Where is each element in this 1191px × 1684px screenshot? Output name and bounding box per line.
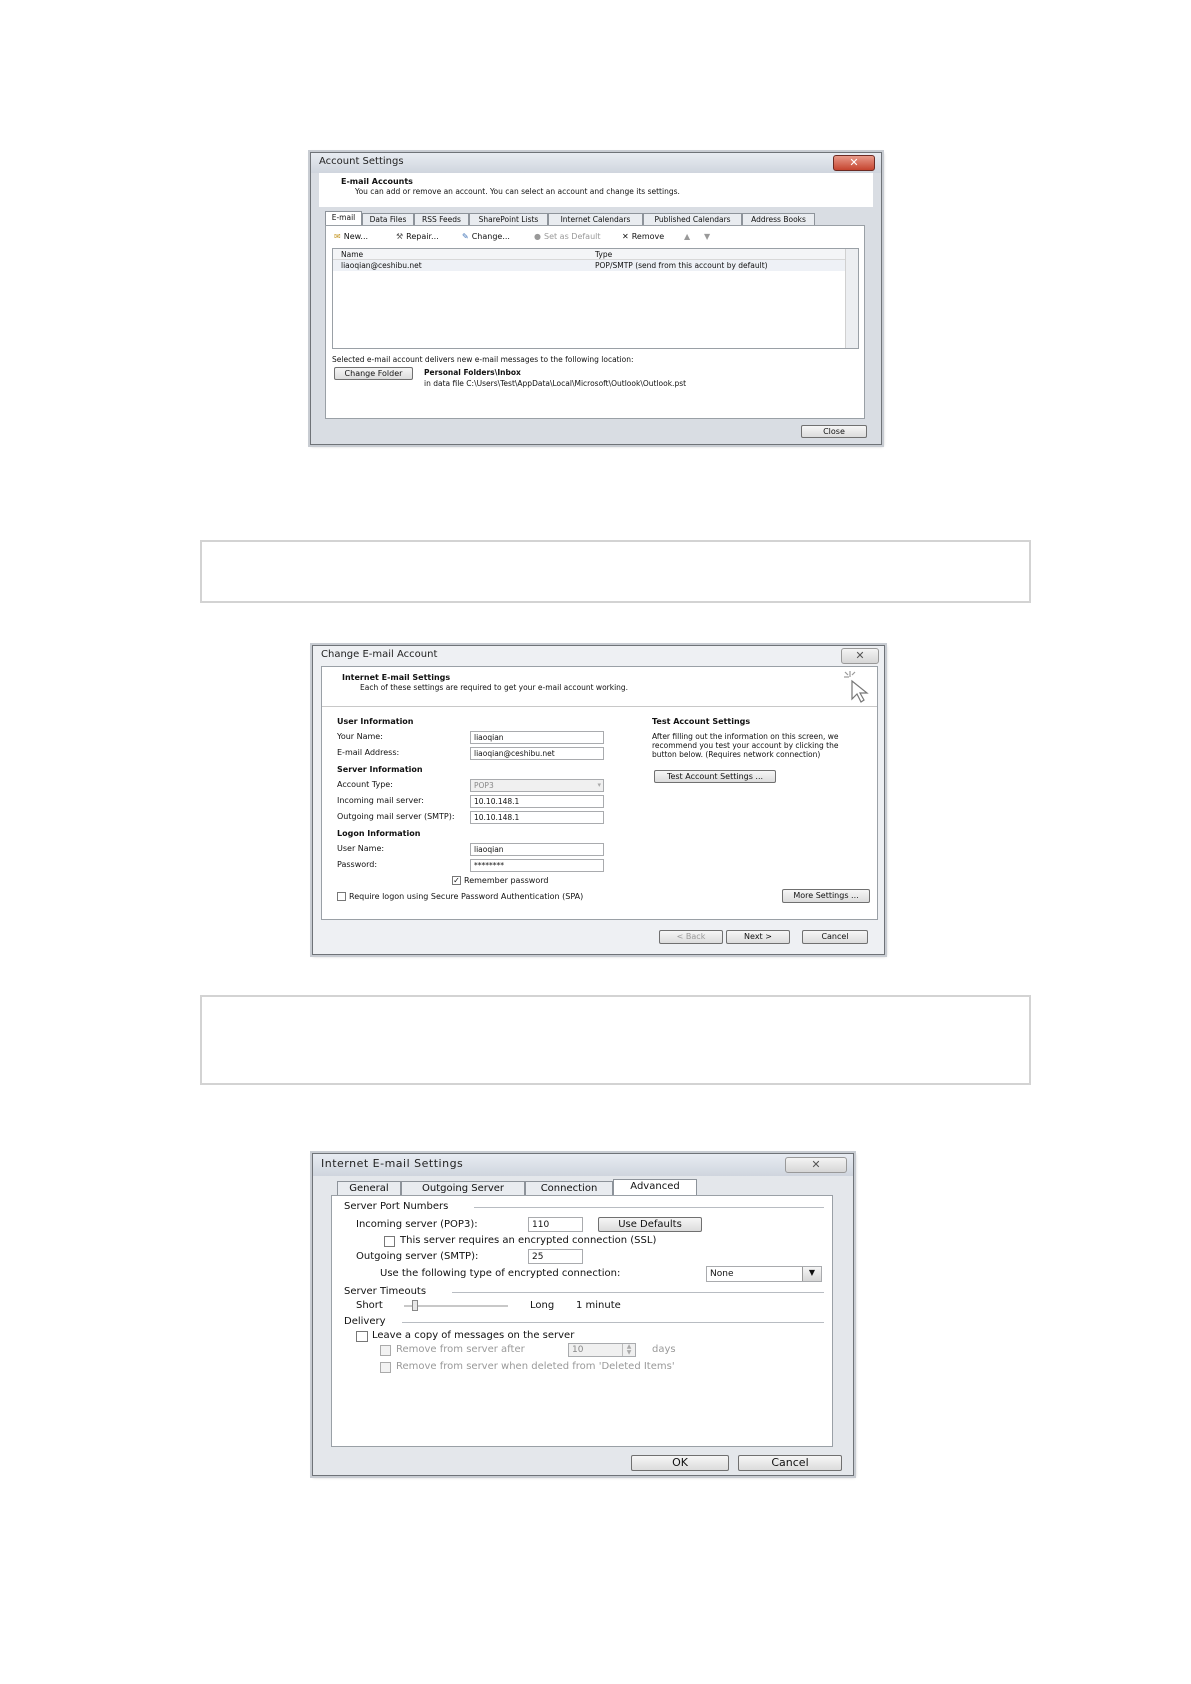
user-name-input[interactable]: liaoqian — [470, 843, 604, 856]
header-title: Internet E-mail Settings — [342, 673, 451, 682]
dialog-title: Internet E-mail Settings — [321, 1157, 464, 1170]
ssl-label: This server requires an encrypted connection (SSL) — [400, 1235, 657, 1246]
divider — [474, 1207, 824, 1208]
divider — [402, 1322, 824, 1323]
outgoing-port-input[interactable]: 25 — [528, 1249, 583, 1264]
ok-button[interactable]: OK — [631, 1455, 729, 1471]
tab-internet-calendars[interactable]: Internet Calendars — [548, 213, 643, 225]
tab-published-calendars[interactable]: Published Calendars — [643, 213, 742, 225]
test-description-line-3: button below. (Requires network connection) — [652, 750, 821, 759]
table-row[interactable] — [333, 260, 858, 271]
account-settings-dialog — [310, 152, 882, 445]
header-description: Each of these settings are required to get your e-mail account working. — [360, 683, 629, 692]
outgoing-server-input[interactable]: 10.10.148.1 — [470, 811, 604, 824]
incoming-server-input[interactable]: 10.10.148.1 — [470, 795, 604, 808]
tab-email[interactable]: E-mail — [325, 211, 362, 225]
tab-rss-feeds[interactable]: RSS Feeds — [414, 213, 469, 225]
change-folder-button[interactable]: Change Folder — [334, 367, 413, 380]
use-defaults-button[interactable]: Use Defaults — [598, 1217, 702, 1232]
dialog-title: Account Settings — [319, 156, 404, 167]
timeout-value: 1 minute — [576, 1300, 621, 1311]
tab-advanced[interactable]: Advanced — [613, 1179, 697, 1195]
account-type-select[interactable]: POP3 ▾ — [470, 779, 604, 792]
remove-after-checkbox[interactable] — [380, 1345, 391, 1356]
email-address-label: E-mail Address: — [337, 748, 400, 757]
change-icon: ✎ — [462, 232, 469, 241]
logon-info-title: Logon Information — [337, 829, 421, 838]
user-info-title: User Information — [337, 717, 414, 726]
days-label: days — [652, 1344, 676, 1355]
user-name-label: User Name: — [337, 844, 385, 853]
remove-after-label: Remove from server after — [396, 1344, 525, 1355]
incoming-port-label: Incoming server (POP3): — [356, 1219, 478, 1230]
internet-email-settings-dialog — [312, 1153, 854, 1476]
header-area — [319, 173, 873, 207]
test-description-line-1: After filling out the information on this screen, we — [652, 732, 839, 741]
remove-button[interactable]: ✕ Remove — [622, 232, 665, 241]
outgoing-server-label: Outgoing mail server (SMTP): — [337, 812, 455, 821]
header-area — [322, 667, 877, 707]
back-button[interactable]: < Back — [659, 930, 723, 944]
short-label: Short — [356, 1300, 383, 1311]
close-icon[interactable]: ✕ — [833, 155, 875, 171]
spa-checkbox[interactable] — [337, 892, 346, 901]
spa-label: Require logon using Secure Password Authentication (SPA) — [349, 892, 584, 901]
tab-outgoing-server[interactable]: Outgoing Server — [401, 1181, 525, 1195]
outgoing-port-label: Outgoing server (SMTP): — [356, 1251, 479, 1262]
header-title: E-mail Accounts — [341, 177, 413, 186]
test-account-settings-button[interactable]: Test Account Settings ... — [654, 770, 776, 783]
encryption-select[interactable]: None ▼ — [706, 1266, 822, 1282]
your-name-label: Your Name: — [337, 732, 383, 741]
spinner-arrows-icon[interactable]: ▲ ▼ — [622, 1344, 635, 1356]
title-bar — [311, 153, 881, 173]
advanced-tab-panel — [331, 1195, 833, 1447]
change-button[interactable]: ✎ Change... — [462, 232, 510, 241]
timeout-slider-thumb[interactable] — [412, 1300, 418, 1311]
test-settings-title: Test Account Settings — [652, 717, 751, 726]
incoming-server-label: Incoming mail server: — [337, 796, 424, 805]
cancel-button[interactable]: Cancel — [738, 1455, 842, 1471]
password-input[interactable]: ******** — [470, 859, 604, 872]
set-default-icon: ● — [534, 232, 541, 241]
timeouts-section-title: Server Timeouts — [344, 1286, 427, 1297]
delivery-section-title: Delivery — [344, 1316, 386, 1327]
remove-deleted-checkbox[interactable] — [380, 1362, 391, 1373]
remember-password-label: Remember password — [464, 876, 549, 885]
leave-copy-checkbox[interactable] — [356, 1331, 368, 1342]
tab-connection[interactable]: Connection — [525, 1181, 613, 1195]
divider — [452, 1292, 824, 1293]
move-up-icon[interactable]: ▲ — [684, 232, 691, 241]
column-header-type: Type — [595, 250, 613, 259]
remember-password-checkbox[interactable]: ✓ — [453, 876, 460, 885]
column-header-name: Name — [341, 250, 364, 259]
new-account-icon: ✉ — [334, 232, 341, 241]
more-settings-button[interactable]: More Settings ... — [782, 889, 870, 903]
email-address-input[interactable]: liaoqian@ceshibu.net — [470, 747, 604, 760]
next-button[interactable]: Next > — [726, 930, 790, 944]
long-label: Long — [530, 1300, 555, 1311]
remove-deleted-label: Remove from server when deleted from 'Deleted Items' — [396, 1361, 675, 1372]
account-type-cell: POP/SMTP (send from this account by default) — [595, 261, 768, 270]
incoming-port-input[interactable]: 110 — [528, 1217, 583, 1232]
chevron-down-icon: ▼ — [802, 1267, 821, 1281]
table-header — [333, 249, 858, 260]
test-description-line-2: recommend you test your account by clicking the — [652, 741, 839, 750]
data-file-path: in data file C:\Users\Test\AppData\Local\Microsoft\Outlook\Outlook.pst — [424, 379, 687, 388]
remove-days-input[interactable]: 10 ▲ ▼ — [568, 1343, 636, 1357]
your-name-input[interactable]: liaoqian — [470, 731, 604, 744]
content-panel — [321, 666, 878, 920]
toolbar — [334, 232, 854, 244]
repair-icon: ⚒ — [396, 232, 404, 241]
scrollbar[interactable] — [845, 249, 858, 348]
cursor-sparkle-icon — [842, 669, 872, 703]
ports-section-title: Server Port Numbers — [344, 1201, 449, 1212]
move-down-icon[interactable]: ▼ — [704, 232, 711, 241]
folder-name: Personal Folders\Inbox — [424, 368, 521, 377]
tab-data-files[interactable]: Data Files — [362, 213, 414, 225]
remove-icon: ✕ — [622, 232, 629, 241]
blank-box — [200, 995, 1031, 1085]
server-info-title: Server Information — [337, 765, 423, 774]
new-button[interactable]: ✉ New... — [334, 232, 369, 241]
header-description: You can add or remove an account. You can select an account and change its settings. — [355, 187, 680, 196]
chevron-down-icon: ▾ — [597, 781, 601, 789]
close-icon[interactable]: ✕ — [785, 1157, 847, 1173]
account-type-label: Account Type: — [337, 780, 393, 789]
accounts-table — [332, 248, 859, 349]
tab-address-books[interactable]: Address Books — [742, 213, 815, 225]
leave-copy-label: Leave a copy of messages on the server — [372, 1330, 575, 1341]
tab-sharepoint-lists[interactable]: SharePoint Lists — [469, 213, 548, 225]
blank-box — [200, 540, 1031, 603]
cancel-button[interactable]: Cancel — [802, 930, 868, 944]
repair-button[interactable]: ⚒ Repair... — [396, 232, 439, 241]
title-bar — [313, 646, 884, 666]
tab-general[interactable]: General — [337, 1181, 401, 1195]
close-button[interactable]: Close — [801, 425, 867, 438]
set-as-default-button[interactable]: ● Set as Default — [534, 232, 601, 241]
timeout-slider-track[interactable] — [404, 1305, 508, 1307]
delivery-location-text: Selected e-mail account delivers new e-mail messages to the following location: — [332, 355, 634, 364]
ssl-checkbox[interactable] — [384, 1236, 395, 1247]
change-email-account-dialog — [312, 645, 885, 955]
account-name-cell: liaoqian@ceshibu.net — [341, 261, 422, 270]
password-label: Password: — [337, 860, 378, 869]
email-tab-panel — [325, 225, 865, 419]
title-bar — [313, 1154, 853, 1176]
dialog-title: Change E-mail Account — [321, 649, 438, 660]
close-icon[interactable]: ✕ — [841, 648, 879, 664]
encryption-label: Use the following type of encrypted connection: — [380, 1268, 621, 1279]
